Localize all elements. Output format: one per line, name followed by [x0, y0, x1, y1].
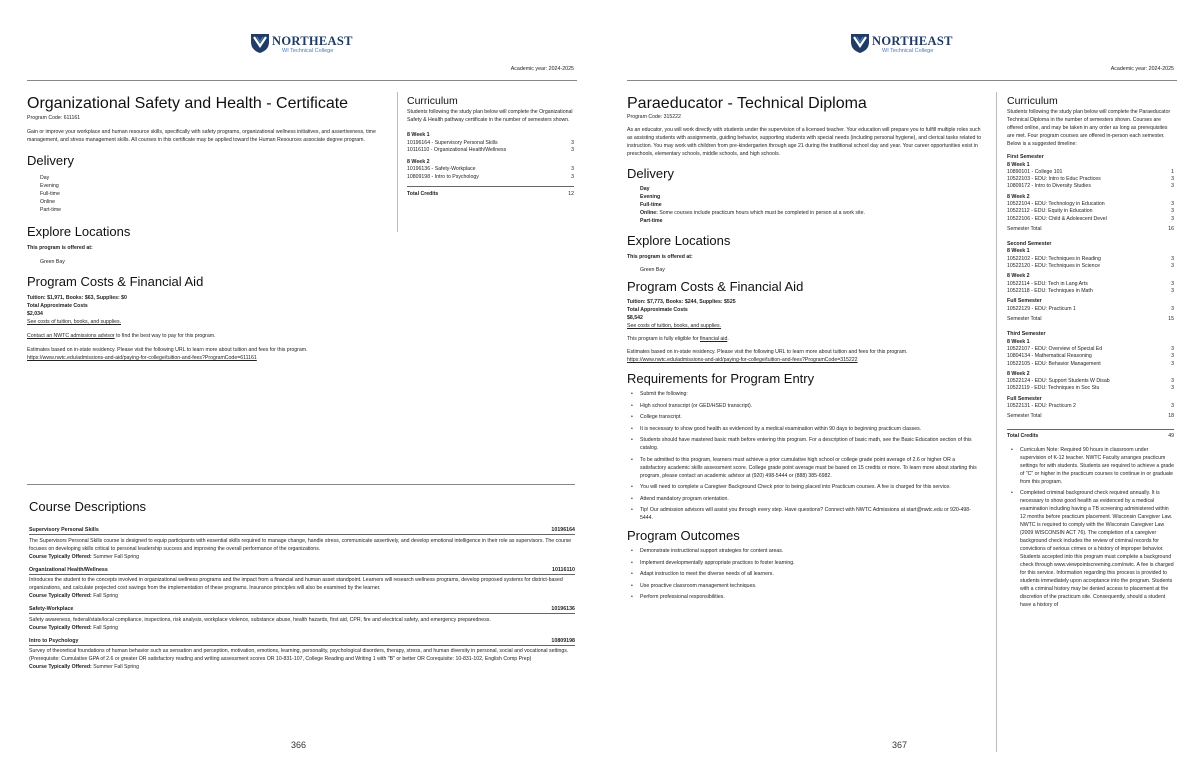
curriculum-row	[1007, 353, 1174, 360]
semester-block	[1007, 154, 1174, 233]
sidebar-divider	[397, 92, 398, 232]
course-name: 10522112 - EDU: Equity in Education	[1007, 208, 1093, 215]
course-offered	[29, 553, 575, 561]
semester-block	[1007, 331, 1174, 420]
block-label: 8 Week 1	[1007, 248, 1030, 255]
semester-total-row	[1007, 316, 1174, 323]
outcome-item: • Implement developmentally appropriate practices to foster learning.	[627, 559, 982, 567]
curriculum-row	[1007, 256, 1174, 263]
curriculum-row	[1007, 176, 1174, 183]
curriculum-block	[1007, 248, 1174, 270]
curriculum-intro: Students following the study plan below will complete the Organizational Safety & Health pathway certificate in the number of semesters shown.	[407, 109, 573, 123]
course-name: 10196136 - Safety-Workplace	[407, 166, 476, 173]
requirement-item: • College transcript.	[627, 413, 982, 421]
curriculum-row	[1007, 216, 1174, 223]
offered-label: Course Typically Offered:	[29, 624, 92, 631]
delivery-list	[27, 174, 377, 214]
course-header	[29, 527, 575, 535]
course-credits: 3	[1171, 263, 1174, 270]
sidebar-divider	[996, 92, 997, 752]
logo-name: NORTHEAST	[272, 34, 353, 48]
logo-name: NORTHEAST	[872, 34, 953, 48]
course-header	[29, 606, 575, 614]
course-title: Safety-Workplace	[29, 606, 74, 612]
total-credits-row	[1007, 429, 1174, 440]
course-list	[29, 527, 575, 671]
page-number: 367	[892, 740, 908, 750]
course-code: 10196164	[551, 527, 575, 533]
delivery-note: Some courses include practicum hours which must be completed in person at a work site.	[657, 210, 865, 216]
requirements-list	[627, 390, 982, 522]
requirement-item: • To be admitted to this program, learners must achieve a prior cumulative high school or college grade point average of 2.6 or higher OR a satisfactory academic skills assessment score. College grade point average must be based on 15 credits or more. To learn more about starting this program, please contact an academic advisor at (920) 498-5444 or (888) 385-6982.	[627, 456, 982, 480]
total-credits-value: 12	[568, 190, 574, 197]
aid-text: This program is fully eligible for	[627, 336, 700, 342]
total-credits-row	[407, 186, 574, 198]
delivery-item	[640, 201, 982, 209]
program-description: Gain or improve your workplace and human resource skills, specifically with safety programs, organizational wellness initiatives, and assertiveness, time management, and stress management skills. All courses in this certificate may be applied toward the Human Resources associate degree program.	[27, 129, 376, 143]
course-title: Supervisory Personal Skills	[29, 527, 99, 533]
course-name: 10522119 - EDU: Techniques in Soc Stu	[1007, 385, 1100, 392]
delivery-label: Day	[640, 186, 650, 192]
academic-year: Academic year: 2024-2025	[510, 66, 574, 72]
offered-terms: Summer Fall Spring	[91, 553, 140, 560]
curriculum-row	[1007, 306, 1174, 313]
program-main-column	[27, 95, 377, 362]
curriculum-note: • Completed criminal background check required annually. It is necessary to show good health as evidenced by a medical examination including having a TB screening administered within 12 months before practicum placement. Wisconsin Caregiver Law. NWTC is required to comply with the Wisconsin Caregiver Law (2009 WISCONSIN ACT 76). The completion of a caregiver background check includes the review of criminal records for convictions of serious crimes or a history of improper behavior. Students accepted into this program must complete a background check through www.viewpointscreening.com/nwtc. A fee is charged for this service. Information regarding this process is provided to students immediately upon acceptance into the program. Students with a criminal history may be denied access to placement at the discretion of the practicum site. Consequently, should a student have a history of	[1007, 489, 1174, 609]
offered-at-label: This program is offered at:	[627, 254, 693, 260]
delivery-item: Part-time	[40, 207, 62, 213]
delivery-label: Part-time	[640, 218, 663, 224]
course-credits: 3	[1171, 360, 1174, 367]
curriculum-block	[1007, 339, 1174, 368]
curriculum-block	[1007, 298, 1174, 313]
curriculum-heading: Curriculum	[407, 95, 458, 107]
semester-total-label: Semester Total	[1007, 315, 1042, 322]
program-title: Organizational Safety and Health - Certificate	[27, 95, 349, 112]
curriculum-block	[1007, 371, 1174, 393]
location-name: Green Bay	[40, 259, 65, 265]
program-code: Program Code: 315222	[627, 114, 681, 120]
semester-name: Second Semester	[1007, 240, 1052, 247]
curriculum-row	[1007, 361, 1174, 368]
college-logo	[250, 32, 360, 56]
course-credits: 3	[1171, 385, 1174, 392]
course-credits: 1	[1171, 169, 1174, 175]
delivery-item: Evening	[40, 183, 59, 189]
delivery-label: Online:	[640, 210, 658, 216]
advisor-link[interactable]: Contact an NWTC admissions advisor	[27, 333, 115, 339]
curriculum-intro: Students following the study plan below will complete the Paraeducator Technical Diploma in the number of semesters shown. Courses are offered online, and may be taken in any order as long as prerequisites are met. Four program courses are offered in-person each semester. Below is a suggested timeline:	[1007, 109, 1171, 147]
course-name: 10116110 - Organizational Health/Wellness	[407, 146, 507, 153]
delivery-item: Full-time	[40, 191, 60, 197]
course-offered	[29, 624, 575, 632]
course-name: 10522131 - EDU: Practicum 2	[1007, 403, 1076, 410]
total-credits-value: 49	[1168, 432, 1174, 439]
course-credits: 3	[1171, 305, 1174, 312]
total-costs-label: Total Approximate Costs	[27, 303, 88, 309]
curriculum-row	[1007, 385, 1174, 392]
curriculum-row	[1007, 169, 1174, 176]
course-credits: 3	[571, 146, 574, 153]
curriculum-block	[1007, 273, 1174, 295]
course-code: 10116110	[552, 566, 575, 573]
course-offered	[29, 663, 575, 671]
course-entry	[29, 638, 575, 672]
curriculum-block	[1007, 162, 1174, 191]
course-credits: 3	[1171, 403, 1174, 410]
total-costs-value: $8,542	[627, 315, 643, 321]
course-name: 10522104 - EDU: Technology in Education	[1007, 201, 1105, 208]
logo-subtitle: WI Technical College	[282, 48, 334, 54]
tuition-url-link[interactable]: https://www.nwtc.edu/admissions-and-aid/paying-for-college/tuition-and-fees?ProgramCode=315222	[627, 357, 858, 363]
semester-total-label: Semester Total	[1007, 413, 1042, 420]
shield-icon	[250, 32, 270, 54]
requirement-item: • You will need to complete a Caregiver Background Check prior to being placed into Practicum courses. A fee is charged for this service.	[627, 483, 982, 491]
curriculum-row	[1007, 378, 1174, 385]
curriculum-notes	[1007, 446, 1174, 610]
tuition-line: Tuition: $7,773, Books: $244, Supplies: $525	[627, 299, 736, 305]
course-entry	[29, 527, 575, 561]
course-credits: 3	[1171, 208, 1174, 215]
financial-aid-line	[627, 335, 982, 343]
course-title: Intro to Psychology	[29, 637, 79, 644]
block-label: 8 Week 2	[407, 158, 430, 165]
block-label: 8 Week 1	[1007, 338, 1030, 345]
curriculum-blocks	[407, 132, 574, 181]
requirement-item: • It is necessary to show good health as evidenced by a medical examination within 90 days to beginning practicum classes.	[627, 425, 982, 433]
semester-total-row	[1007, 413, 1174, 420]
course-header	[29, 638, 575, 646]
offered-terms: Fall Spring	[91, 624, 118, 631]
outcomes-heading: Program Outcomes	[627, 528, 740, 543]
course-header	[29, 567, 575, 575]
delivery-item: Day	[40, 175, 50, 181]
offered-label: Course Typically Offered:	[29, 593, 92, 599]
costs-link[interactable]: See costs of tuition, books, and supplies.	[627, 323, 722, 329]
curriculum-row	[1007, 288, 1174, 295]
curriculum-row	[1007, 208, 1174, 215]
course-credits: 3	[1171, 215, 1174, 222]
costs-heading: Program Costs & Financial Aid	[627, 279, 804, 294]
curriculum-row	[407, 166, 574, 173]
course-code: 10196136	[551, 606, 575, 612]
semester-block	[1007, 241, 1174, 323]
semester-name: Third Semester	[1007, 331, 1046, 338]
course-name: 10522105 - EDU: Behavior Management	[1007, 360, 1101, 367]
aid-end: .	[727, 336, 729, 342]
requirement-item: • Tip! Our admission advisors will assist you through every step. Have questions? Connect with NWTC Admissions at start@nwtc.edu or 920-498-5444.	[627, 506, 982, 522]
delivery-label: Full-time	[640, 202, 662, 208]
semester-total-row	[1007, 226, 1174, 233]
course-name: 10809172 - Intro to Diversity Studies	[1007, 183, 1091, 190]
costs-heading: Program Costs & Financial Aid	[27, 274, 204, 289]
delivery-item	[640, 193, 982, 201]
delivery-label: Evening	[640, 194, 661, 200]
course-name: 10890101 - College 101	[1007, 169, 1063, 175]
course-description: Survey of theoretical foundations of human behavior such as sensation and perception, motivation, emotions, learning, personality, psychological disorders, therapy, stress, and human diversity in personal, social and vocational settings. (Prerequisite: Cumulative GPA of 2.6 or greater OR satisfactory reading and writing assessment scores OR 10-831-107, College Reading and Writing 1 with "B" or better OR Corequisite: 10-831-102, English Comp Prep)	[29, 648, 569, 662]
course-offered	[29, 592, 575, 600]
curriculum-note: • Curriculum Note: Required 90 hours in classroom under supervision of K-12 teacher. NWTC Faculty arranges practicum settings for with students. Students are required to achieve a grade of "C" or higher in the practicum courses to continue in or graduate from this program.	[1007, 446, 1174, 486]
block-label: 8 Week 2	[1007, 273, 1030, 280]
curriculum-row	[1007, 201, 1174, 208]
curriculum-sidebar	[407, 95, 574, 198]
tuition-line: Tuition: $1,971, Books: $63, Supplies: $0	[27, 295, 127, 301]
course-title: Organizational Health/Wellness	[29, 566, 108, 573]
course-name: 10522107 - EDU: Overview of Special Ed	[1007, 346, 1103, 353]
course-credits: 3	[1171, 288, 1174, 295]
course-name: 10522129 - EDU: Practicum 1	[1007, 305, 1076, 312]
locations-heading: Explore Locations	[627, 233, 731, 248]
block-label: 8 Week 1	[1007, 161, 1030, 168]
offered-label: Course Typically Offered:	[29, 664, 92, 670]
curriculum-semesters	[1007, 154, 1174, 421]
block-label: Full Semester	[1007, 298, 1042, 305]
estimates-note: Estimates based on in-state residency. Please visit the following URL to learn more about tuition and fees for this program.	[27, 347, 308, 353]
block-label: Full Semester	[1007, 395, 1042, 402]
semester-name: First Semester	[1007, 154, 1044, 160]
estimates-note: Estimates based on in-state residency. Please visit the following URL to learn more about tuition and fees for this program.	[627, 349, 908, 355]
course-descriptions	[29, 499, 575, 677]
program-description: As an educator, you will work directly with students under the supervision of a licensed teacher. Your education will prepare you to fulfill multiple roles such as assisting students with assignments, guiding behavior, supporting students with special needs (including personal hygiene), and clerical tasks related to instruction. You may work with children from pre-kindergarten through age 21 during the traditional school day and year. Your career opportunities exist in preschools, elementary schools, middle schools, and high schools.	[627, 127, 982, 157]
requirement-item: • Submit the following:	[627, 390, 982, 398]
course-desc-heading: Course Descriptions	[29, 499, 147, 514]
course-description: The Supervisors Personal Skills course is designed to equip participants with essential skills required to manage change, handle stress, communicate assertively, and develop emotional intelligence in their role as supervisors. The course focuses on developing skills critical to personal leadership success and improving the overall performance of the organizations.	[29, 537, 572, 552]
course-name: 10522102 - EDU: Techniques in Reading	[1007, 255, 1101, 262]
course-name: 10522103 - EDU: Intro to Educ Practices	[1007, 176, 1101, 183]
offered-at-label: This program is offered at:	[27, 245, 93, 251]
advisor-line	[27, 332, 377, 340]
financial-aid-link[interactable]: financial aid	[699, 336, 728, 342]
course-name: 10522114 - EDU: Tech in Lang Arts	[1007, 280, 1088, 287]
curriculum-row	[1007, 281, 1174, 288]
semester-total-value: 18	[1168, 413, 1174, 420]
course-name: 10809198 - Intro to Psychology	[407, 173, 479, 180]
header-divider	[627, 80, 1177, 81]
curriculum-block	[1007, 396, 1174, 411]
course-credits: 3	[1171, 176, 1174, 183]
advisor-text: to find the best way to pay for this program.	[114, 333, 216, 339]
delivery-item: Online	[40, 199, 55, 205]
shield-icon	[850, 32, 870, 54]
course-credits: 3	[571, 166, 574, 173]
college-logo	[850, 32, 960, 56]
delivery-heading: Delivery	[27, 153, 74, 168]
total-costs-label: Total Approximate Costs	[627, 307, 688, 313]
course-description: Introduces the student to the concepts involved in organizational wellness programs and the impact from a financial and human asset standpoint. Learners will research wellness programs, develop proposed systems for district-based organizations, and calculate projected cost savings from the implementation of these programs. Insurance principles will also be examined by the learner.	[29, 577, 563, 591]
course-name: 10522124 - EDU: Support Students W Disab	[1007, 378, 1110, 385]
curriculum-row	[1007, 263, 1174, 270]
curriculum-sidebar	[1007, 95, 1174, 613]
total-credits-label: Total Credits	[1007, 432, 1039, 439]
course-credits: 3	[1171, 346, 1174, 353]
semester-total-label: Semester Total	[1007, 225, 1042, 232]
offered-terms: Summer Fall Spring	[91, 664, 140, 670]
course-credits: 3	[1171, 255, 1174, 262]
curriculum-block	[407, 159, 574, 181]
requirements-heading: Requirements for Program Entry	[627, 371, 815, 386]
location-name: Green Bay	[640, 267, 665, 273]
semester-total-value: 15	[1168, 315, 1174, 322]
course-credits: 3	[1171, 280, 1174, 287]
curriculum-heading: Curriculum	[1007, 95, 1058, 107]
outcome-item: • Adapt instruction to meet the diverse needs of all learners.	[627, 570, 982, 578]
tuition-url-link[interactable]: https://www.nwtc.edu/admissions-and-aid/paying-for-college/tuition-and-fees?ProgramCode=611161	[27, 355, 257, 361]
curriculum-row	[407, 147, 574, 154]
outcomes-list	[627, 547, 982, 601]
logo-subtitle: WI Technical College	[882, 48, 934, 54]
delivery-item	[640, 217, 982, 225]
course-desc-divider	[27, 484, 575, 485]
outcome-item: • Perform professional responsibilities.	[627, 593, 982, 601]
course-entry	[29, 567, 575, 601]
course-description: Safety awareness, federal/state/local compliance, inspections, risk analysis, workplace violence, substance abuse, health hazards, first aid, CPR, fire and electrical safety, and emergency preparedness.	[29, 616, 491, 623]
requirement-item: • High school transcript (or GED/HSED transcript).	[627, 402, 982, 410]
total-credits-label: Total Credits	[407, 190, 439, 197]
delivery-heading: Delivery	[627, 166, 674, 181]
course-name: 10804134 - Mathematical Reasoning	[1007, 353, 1092, 360]
program-title: Paraeducator - Technical Diploma	[627, 95, 867, 112]
locations-heading: Explore Locations	[27, 224, 131, 239]
course-credits: 3	[571, 173, 574, 180]
course-credits: 3	[1171, 201, 1174, 208]
course-credits: 3	[1171, 378, 1174, 385]
offered-terms: Fall Spring	[91, 593, 118, 599]
curriculum-block	[1007, 194, 1174, 223]
curriculum-row	[407, 140, 574, 147]
program-code: Program Code: 611161	[27, 115, 81, 121]
delivery-item	[640, 185, 982, 193]
delivery-list	[627, 185, 982, 225]
course-entry	[29, 606, 575, 632]
catalog-page-right	[600, 0, 1200, 776]
course-code: 10809198	[551, 637, 575, 644]
program-main-column	[627, 95, 982, 605]
course-credits: 3	[1171, 353, 1174, 360]
semester-total-value: 16	[1168, 225, 1174, 232]
block-label: 8 Week 2	[1007, 370, 1030, 377]
header-divider	[27, 80, 577, 81]
curriculum-row	[407, 174, 574, 181]
block-label: 8 Week 1	[407, 132, 430, 138]
outcome-item: • Demonstrate instructional support strategies for content areas.	[627, 547, 982, 555]
requirement-item: • Attend mandatory program orientation.	[627, 495, 982, 503]
outcome-item: • Use proactive classroom management techniques.	[627, 582, 982, 590]
course-name: 10522106 - EDU: Child & Adolescent Devel	[1007, 215, 1107, 222]
curriculum-row	[1007, 183, 1174, 190]
curriculum-row	[1007, 346, 1174, 353]
total-costs-value: $2,034	[27, 311, 43, 317]
course-name: 10522120 - EDU: Techniques in Science	[1007, 263, 1101, 270]
course-credits: 3	[571, 139, 574, 146]
course-credits: 3	[1171, 183, 1174, 190]
curriculum-block	[407, 132, 574, 154]
curriculum-row	[1007, 403, 1174, 410]
block-label: 8 Week 2	[1007, 193, 1030, 200]
academic-year: Academic year: 2024-2025	[1110, 66, 1174, 72]
course-name: 10196164 - Supervisory Personal Skills	[407, 139, 498, 146]
costs-link[interactable]: See costs of tuition, books, and supplies.	[27, 319, 122, 325]
delivery-item	[640, 209, 982, 217]
offered-label: Course Typically Offered:	[29, 553, 92, 560]
page-number: 366	[291, 740, 307, 750]
requirement-item: • Students should have mastered basic math before entering this program. For a description of basic math, see the Basic Education section of this catalog.	[627, 436, 982, 452]
course-name: 10522118 - EDU: Techniques in Math	[1007, 288, 1093, 295]
